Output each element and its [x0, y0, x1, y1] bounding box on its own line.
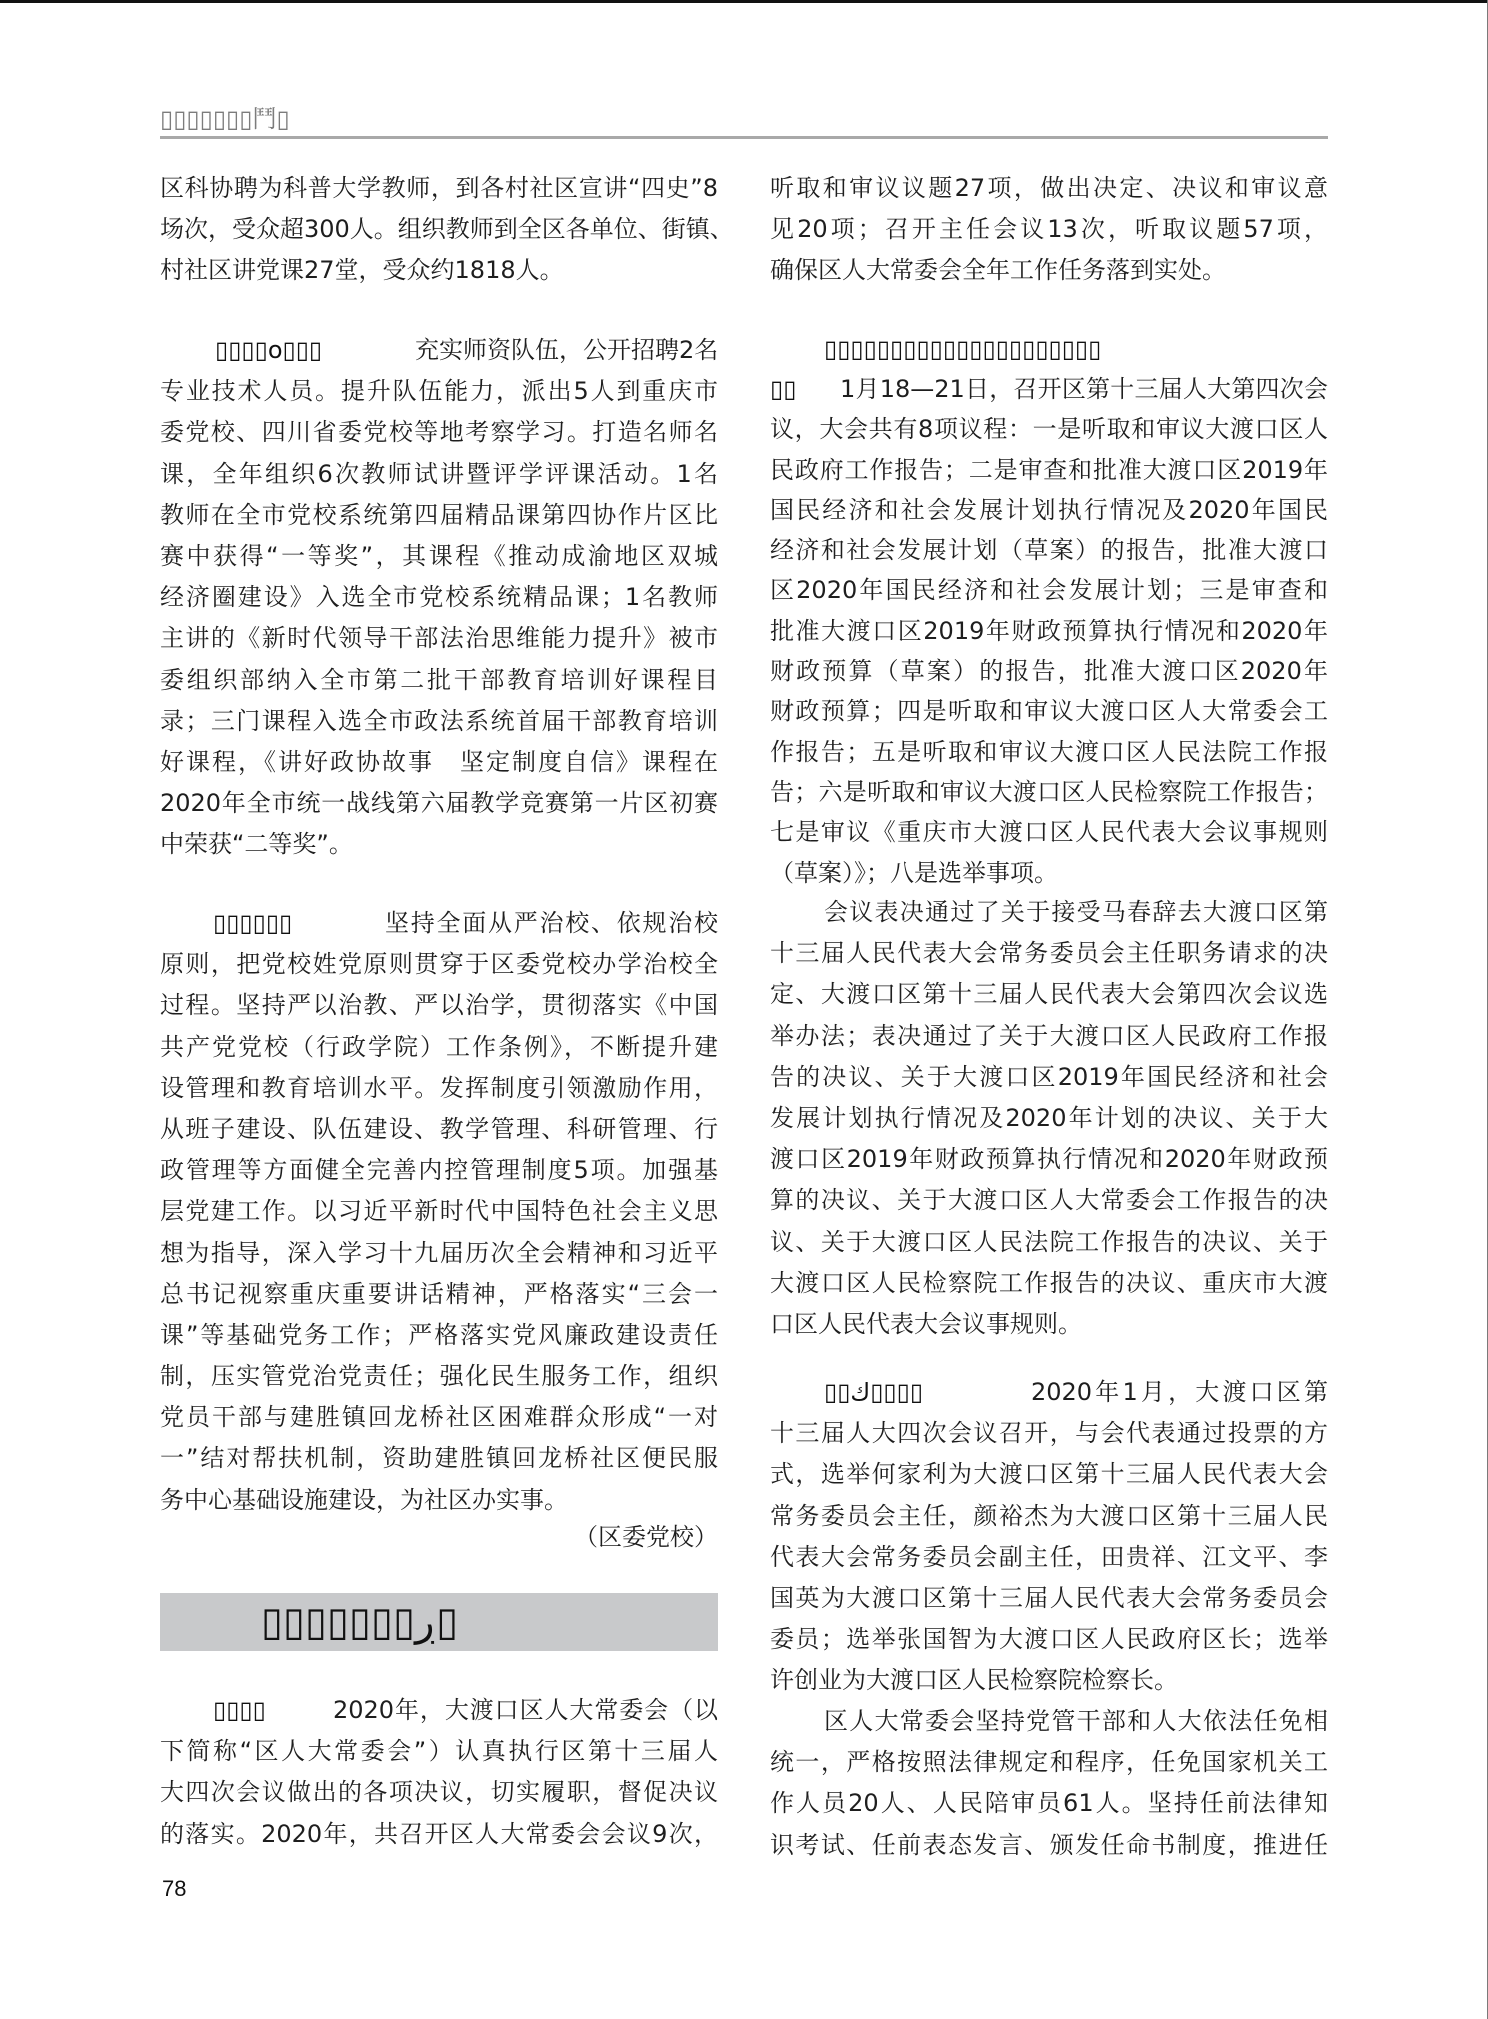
text-line: 制，压实管党治党责任；强化民生服务工作，组织: [160, 1362, 718, 1391]
text-line: [160, 330, 718, 371]
text-line: 共产党党校（行政学院）工作条例》，不断提升建: [160, 1032, 718, 1061]
text-line: 2020年全市统一战线第六届教学竞赛第一片区初赛: [160, 789, 718, 818]
text-line: 国民经济和社会发展计划执行情况及2020年国民: [770, 495, 1328, 524]
text-line: 区2020年国民经济和社会发展计划；三是审查和: [770, 576, 1328, 605]
section-heading: ▯▯▯▯: [213, 1696, 266, 1724]
text-line: 设管理和教育培训水平。发挥制度引领激励作用，: [160, 1073, 718, 1102]
text-line-body: 充实师资队伍，公开招聘2名: [415, 336, 719, 364]
text-line: 层党建工作。以习近平新时代中国特色社会主义思: [160, 1197, 718, 1226]
running-header: ▯▯▯▯▯▯▯鬥▯: [160, 105, 290, 133]
text-line: [160, 903, 718, 944]
text-line: 作报告；五是听取和审议大渡口区人民法院工作报: [770, 737, 1328, 766]
text-line: 想为指导，深入学习十九届历次全会精神和习近平: [160, 1238, 718, 1267]
text-line: 场次，受众超300人。组织教师到全区各单位、街镇、: [160, 215, 734, 244]
text-line-body: 2020年，大渡口区人大常委会（以: [333, 1696, 718, 1724]
page-number: 78: [162, 1876, 187, 1901]
text-line: 好课程，《讲好政协故事 坚定制度自信》课程在: [160, 747, 718, 776]
text-line: 专业技术人员。提升队伍能力，派出5人到重庆市: [160, 377, 718, 406]
text-line: 主讲的《新时代领导干部法治思维能力提升》被市: [160, 624, 718, 653]
text-line: 财政预算（草案）的报告，批准大渡口区2020年: [770, 657, 1328, 686]
text-line: 十三届人大四次会议召开，与会代表通过投票的方: [770, 1419, 1328, 1448]
text-line: 的落实。2020年，共召开区人大常委会会议9次，: [160, 1819, 718, 1848]
text-line: 批准大渡口区2019年财政预算执行情况和2020年: [770, 616, 1328, 645]
section-heading: ▯▯: [770, 375, 797, 403]
text-line: 课，全年组织6次教师试讲暨评学评课活动。1名: [160, 459, 718, 488]
text-line: 大渡口区人民检察院工作报告的决议、重庆市大渡: [770, 1268, 1328, 1297]
text-line: 告的决议、关于大渡口区2019年国民经济和社会: [770, 1062, 1328, 1091]
text-line: 下简称“区人大常委会”）认真执行区第十三届人: [160, 1737, 718, 1766]
text-line: 一”结对帮扶机制，资助建胜镇回龙桥社区便民服: [160, 1444, 718, 1473]
text-line: 从班子建设、队伍建设、教学管理、科研管理、行: [160, 1114, 718, 1143]
text-line: 过程。坚持严以治教、严以治学，贯彻落实《中国: [160, 991, 718, 1020]
text-line: 委员；选举张国智为大渡口区人民政府区长；选举: [770, 1625, 1328, 1654]
source-attribution: （区委党校）: [574, 1523, 718, 1551]
text-line: 经济和社会发展计划（草案）的报告，批准大渡口: [770, 536, 1328, 565]
text-line: 区科协聘为科普大学教师，到各村社区宣讲“四史”8: [160, 174, 718, 202]
text-line: 总书记视察重庆重要讲话精神，严格落实“三会一: [160, 1279, 718, 1308]
text-line: 委党校、四川省委党校等地考察学习。打造名师名: [160, 418, 718, 447]
text-line: 民政府工作报告；二是审查和批准大渡口区2019年: [770, 455, 1328, 484]
text-line: 中荣获“二等奖”。: [160, 830, 353, 859]
text-line: 政管理等方面健全完善内控管理制度5项。加强基: [160, 1156, 718, 1185]
text-line: 议、关于大渡口区人民法院工作报告的决议、关于: [770, 1227, 1328, 1256]
text-line: 议，大会共有8项议程：一是听取和审议大渡口区人: [770, 415, 1328, 444]
text-line: 统一，严格按照法律规定和程序，任免国家机关工: [770, 1748, 1328, 1777]
text-line: 确保区人大常委会全年工作任务落到实处。: [770, 256, 1226, 285]
section-banner: [160, 1593, 718, 1651]
section-heading: ▯▯ك▯▯▯▯: [824, 1378, 924, 1406]
right-column: [770, 0, 1328, 2019]
text-line: 国英为大渡口区第十三届人民代表大会常务委员会: [770, 1583, 1328, 1612]
section-banner-title: ▯▯▯▯▯▯▯ڔ▯: [261, 1599, 459, 1645]
text-line: 识考试、任前表态发言、颁发任命书制度，推进任: [770, 1830, 1328, 1859]
text-line-body: 坚持全面从严治校、依规治校: [385, 909, 718, 937]
text-line: 经济圈建设》入选全市党校系统精品课；1名教师: [160, 583, 718, 612]
text-line: [160, 1690, 718, 1731]
text-line: 大四次会议做出的各项决议，切实履职，督促决议: [160, 1778, 718, 1807]
text-line: [770, 1372, 1328, 1413]
text-line: 代表大会常务委员会副主任，田贵祥、江文平、李: [770, 1542, 1328, 1571]
text-line: 党员干部与建胜镇回龙桥社区困难群众形成“一对: [160, 1403, 718, 1432]
text-line: 式，选举何家利为大渡口区第十三届人民代表大会: [770, 1460, 1328, 1489]
text-line: 务中心基础设施建设，为社区办实事。: [160, 1485, 568, 1514]
text-line: 村社区讲党课27堂，受众约1818人。: [160, 256, 564, 285]
left-column: [160, 0, 734, 2019]
text-line: 作人员20人、人民陪审员61人。坚持任前法律知: [770, 1789, 1328, 1818]
text-line: 口区人民代表大会议事规则。: [770, 1309, 1082, 1338]
text-line: 渡口区2019年财政预算执行情况和2020年财政预: [770, 1145, 1328, 1174]
text-line: 教师在全市党校系统第四届精品课第四协作片区比: [160, 500, 718, 529]
text-line: 课”等基础党务工作；严格落实党风廉政建设责任: [160, 1320, 718, 1349]
text-line: 财政预算；四是听取和审议大渡口区人大常委会工: [770, 697, 1328, 726]
text-line: （草案）》；八是选举事项。: [770, 858, 1058, 887]
text-line: 发展计划执行情况及2020年计划的决议、关于大: [770, 1103, 1328, 1132]
text-line: 原则，把党校姓党原则贯穿于区委党校办学治校全: [160, 950, 718, 979]
text-line-body: 1月18—21日，召开区第十三届人大第四次会: [840, 375, 1328, 403]
text-line: 算的决议、关于大渡口区人大常委会工作报告的决: [770, 1186, 1328, 1215]
paragraph: [160, 1690, 718, 1855]
paragraph: [770, 1372, 1328, 1702]
paragraph: [160, 330, 718, 865]
paragraph: [770, 168, 1328, 292]
section-heading: ▯▯▯▯▯▯: [213, 909, 293, 937]
subsection-heading: ▯▯▯▯▯▯▯▯▯▯▯▯▯▯▯▯▯▯▯▯▯: [824, 335, 1102, 363]
text-line: 录；三门课程入选全市政法系统首届干部教育培训: [160, 706, 718, 735]
text-line: 委组织部纳入全市第二批干部教育培训好课程目: [160, 665, 718, 694]
section-heading: ▯▯▯▯o▯▯▯: [215, 336, 323, 364]
text-line: 许创业为大渡口区人民检察院检察长。: [770, 1666, 1178, 1695]
paragraph: [770, 1701, 1328, 1866]
paragraph: [160, 168, 734, 292]
paragraph: [770, 892, 1328, 1345]
text-line: 定、大渡口区第十三届人民代表大会第四次会议选: [770, 980, 1328, 1009]
text-line: 会议表决通过了关于接受马春辞去大渡口区第: [824, 898, 1328, 926]
text-line: 赛中获得“一等奖”，其课程《推动成渝地区双城: [160, 541, 718, 570]
text-line: 区人大常委会坚持党管干部和人大依法任免相: [824, 1707, 1328, 1735]
paragraph: [770, 369, 1328, 893]
paragraph: [160, 903, 718, 1521]
text-line-body: 2020年1月，大渡口区第: [1031, 1378, 1328, 1406]
text-line: 听取和审议议题27项，做出决定、决议和审议意: [770, 174, 1328, 202]
text-line: 常务委员会主任，颜裕杰为大渡口区第十三届人民: [770, 1501, 1328, 1530]
text-line: [770, 369, 1328, 409]
text-line: 见20项；召开主任会议13次，听取议题57项，: [770, 215, 1328, 244]
text-line: 七是审议《重庆市大渡口区人民代表大会议事规则: [770, 818, 1328, 847]
text-line: 十三届人民代表大会常务委员会主任职务请求的决: [770, 939, 1328, 968]
text-line: 告；六是听取和审议大渡口区人民检察院工作报告；: [770, 777, 1328, 806]
text-line: 举办法；表决通过了关于大渡口区人民政府工作报: [770, 1021, 1328, 1050]
